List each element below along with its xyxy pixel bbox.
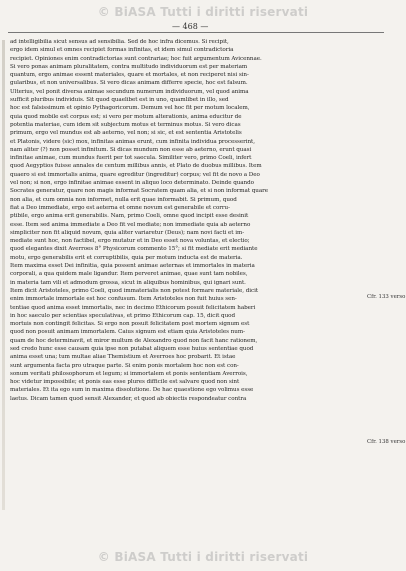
text-line: quod Aegyptios fuisse annales de centum millibus annis, et Plato de duobus millibus. Item: [10, 163, 262, 170]
binding-edge: [2, 40, 5, 510]
text-line: nam aliter (?) non posset infinitum. Si dicas mundum non esse ab aeterno, erunt quasi: [10, 146, 252, 153]
text-line: infinitae animae, cum mundus fuerit per tot saecula. Similiter vero, primo Coeli, infert: [10, 155, 252, 162]
text-line: motu, ergo generabilis erit et corruptibilis, quia per motum inducta est de materia.: [10, 254, 243, 261]
margin-note-2: Cfr. 138 verso: [367, 439, 406, 445]
text-line: fiat a Deo immediate, ergo est aeterna et omne novum est generabile et corru-: [10, 204, 230, 211]
text-line: in hoc saeculo per scientias speculativas, et primo Ethicorum cap. 15, dicit quod: [10, 312, 235, 319]
header-rule: [8, 32, 384, 33]
text-line: quia quod mobile est corpus est; si vero per motum alterationis, anima educitur de: [10, 113, 242, 120]
text-line: Item maxima esset Dei infinitia, quia possent animae aeternas et immortales in materia: [10, 263, 255, 270]
text-line: sufficit pluribus individuis. Sit quod quaelibet est in uno, quamlibet in illo, sed: [10, 97, 229, 104]
text-line: et Platonis, videre (sic) mox, infinitas animas erunt, cum infinita individua processerint,: [10, 138, 255, 145]
text-line: Si vero ponas animam pluralitatem, contra multitudo individuorum est per materiam: [10, 63, 248, 70]
text-line: ad intelligibilia sicut sensus ad sensibilia. Sed de hoc infra dicemus. Si recipit,: [10, 39, 229, 45]
text-line: materiales. Et ita ego sum in maxima dissolutione. De hac quaestione ego volimus esse: [10, 387, 254, 394]
text-line: quam de hoc determinavit, et miror multum de Alexandro quod non facit hanc rationem,: [10, 337, 258, 344]
text-line: ergo idem simul et omnes recipiet formas infinitas, et idem simul contradictoria: [10, 47, 234, 54]
text-line: ptibile, ergo anima erit generabilis. Nam, primo Coeli, omne quod incipit esse desinit: [10, 213, 249, 220]
text-line: hoc videtur impossibile; et ponis eas esse plures difficile est salvare quod non sint: [10, 379, 240, 386]
text-line: quaero si est immortalis anima, quare egreditur (ingreditur) corpus; vel fit de novo a Deo: [10, 171, 260, 178]
text-line: mediate sunt hoc, non factibel, ergo mutatur et in Deo esset nova voluntas, et electio;: [10, 238, 250, 245]
text-line: hoc est falsissimum et opinio Pythagoricorum. Demum vel hoc fit per motum localem,: [10, 105, 250, 112]
text-line: Item dicit Aristoteles, primo Coeli, quod immaterialis non potest formare materiale, dicit: [10, 287, 259, 294]
text-line: mortuis non contingit felicitas. Si ergo non posuit felicitatem post mortem signum est: [10, 321, 250, 328]
text-line: enim immortale immortale est hoc confusum. Item Aristoteles non fuit huius sen-: [10, 296, 237, 303]
text-line: non alia, et cum omnia non informet, nulla erit quae informabit. Si primum, quod: [10, 196, 237, 203]
watermark-top: © BiASA Tutti i diritti riservati: [97, 5, 309, 19]
text-line: quantum, ergo animae essent materiales, quare et mortales, et non reciperet nisi sin-: [10, 72, 249, 79]
text-line: primum, ergo vel mundus est ab aeterno, vel non; si sic, et est sententia Aristotelis: [10, 130, 242, 137]
text-line: Socrates generatur, quare non magis informat Socratem quam alia, et si non informat quare: [10, 188, 269, 195]
text-line: sonum veritati philosophorum et legum; si immortalem et ponis sententiam Averrois,: [10, 370, 248, 377]
page-number: — 468 —: [172, 22, 209, 31]
text-line: Ulterius, vel ponit diversa animae secundum numerum individuorum, vel quod anima: [10, 88, 249, 95]
text-line: gularibus, et non universalibus. Si vero dicas animam differre specie, hoc est falsum.: [10, 80, 248, 87]
text-line: vel non; si non, ergo infinitae animae essent in aliquo loco determinato. Deinde quando: [10, 180, 254, 187]
text-line: anima esset una; tum multae aliae Themistium et Averroes hoc probarit. Et istae: [10, 354, 236, 361]
text-line: quod non posuit animam immortalem. Caius signum est etiam quia Aristoteles num-: [10, 329, 245, 336]
text-line: quod elegantes dixit Averroes 8° Physicorum commento 15°; si fit mediate erit mediante: [10, 246, 258, 253]
text-line: simpliciter non fit aliquid novum, quia aliter variaretur (Deus); nam novi facti et im-: [10, 229, 245, 236]
text-line: sed credo hunc esse causam quia ipse non putabat aliquem esse huius sententiae quod: [10, 345, 254, 352]
text-line: corporali, a qua quidem male ligandur. Item perveret animae, quae sunt tam nobiles,: [10, 271, 248, 278]
text-line: esse. Item sed anima immediate a Deo fit vel mediate; non immediate quia ab aeterno: [10, 221, 251, 228]
watermark-bottom: © BiASA Tutti i diritti riservati: [97, 550, 309, 564]
text-line: laetus. Dicam tamen quod sensit Alexander, et quod ab obiectis respondeatur contra: [10, 395, 247, 402]
text-line: tentiae quod anima esset immortalis, nec in decimo Ethicorum posuit felicitatem haberi: [10, 304, 256, 311]
text-line: sunt argumenta facta pro utraque parte. Si enim ponis mortalem hoc non est con-: [10, 362, 239, 369]
text-line: potentia materiae, cum idem sit subjectum motus et terminus motus. Si vero dicas: [10, 121, 241, 128]
text-block: [10, 38, 363, 403]
text-line: in materia tam vili et admodum grossa, sicut in aliquibus hominibus, qui ignari sunt.: [10, 279, 246, 286]
text-line: recipiet. Opiniones enim contradictorias sunt contrariae; hoc fuit argumentum Avicennae.: [10, 55, 262, 62]
margin-note-1: Cfr. 133 verso: [367, 294, 406, 300]
